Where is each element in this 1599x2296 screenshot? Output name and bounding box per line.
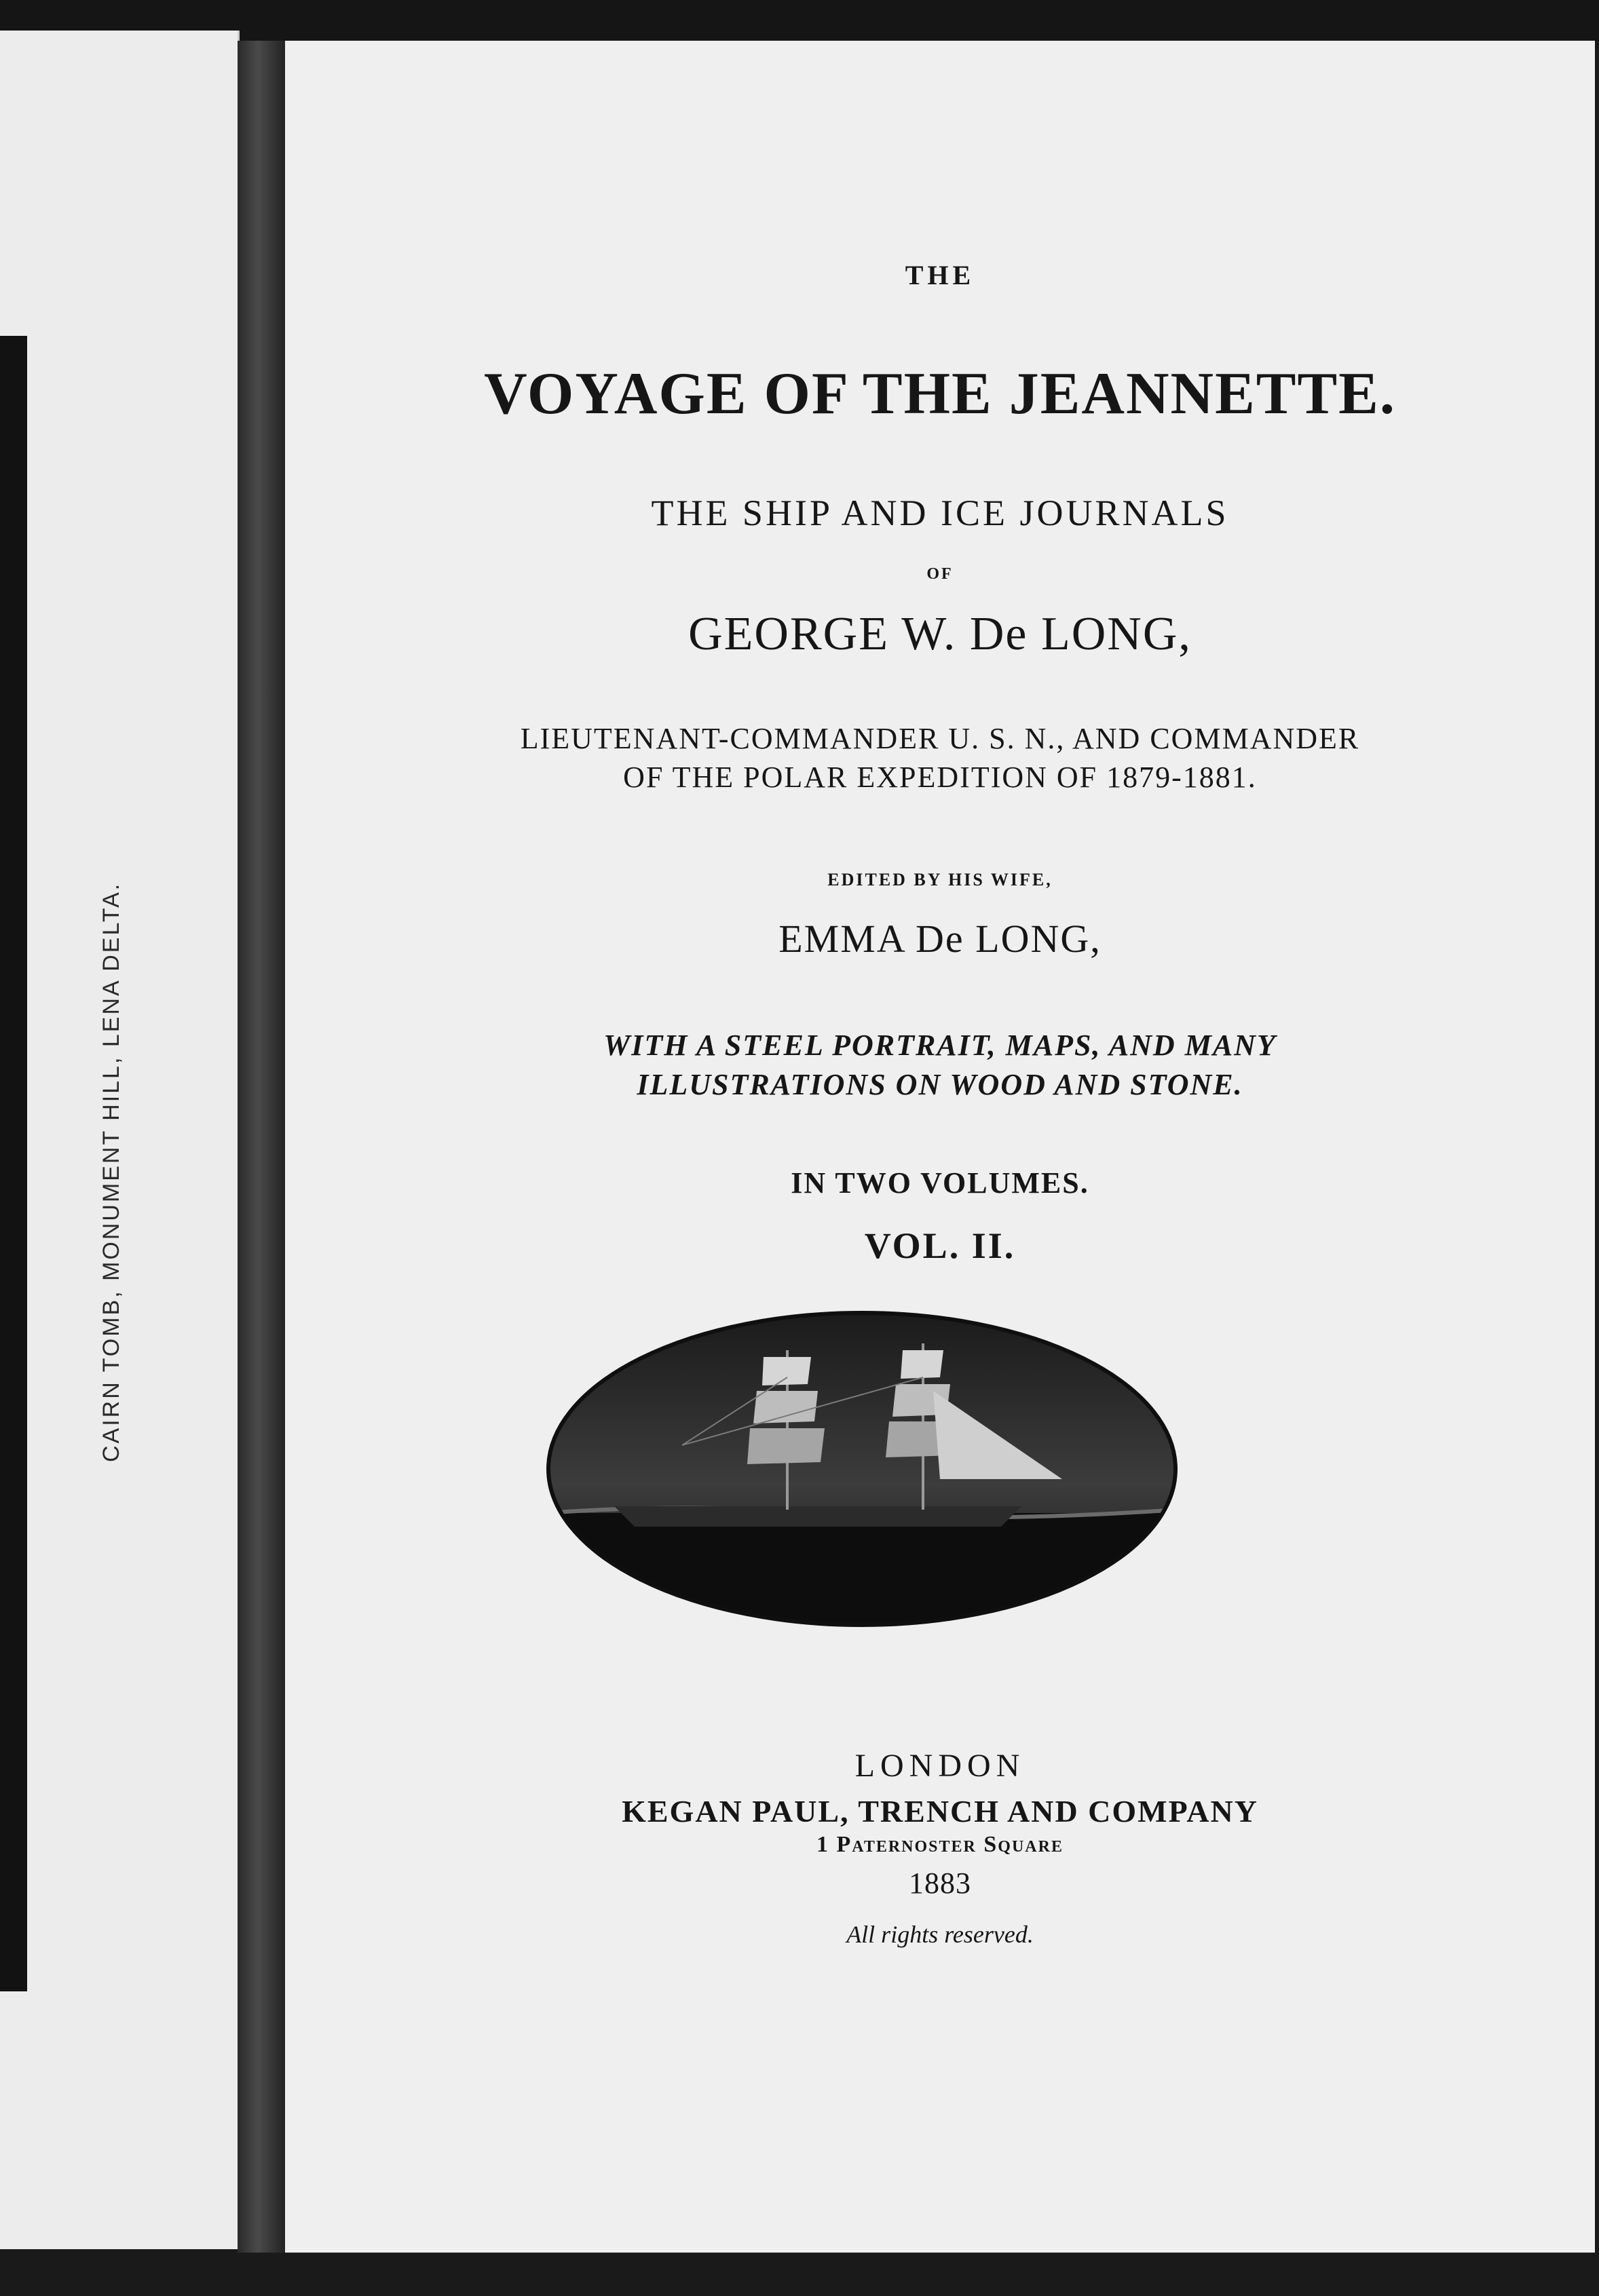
publication-year: 1883: [909, 1867, 971, 1900]
scan-border: [0, 0, 1599, 41]
rights-notice: All rights reserved.: [846, 1921, 1034, 1948]
author-rank-line-1: LIEUTENANT-COMMANDER U. S. N., AND COMMANDER: [520, 722, 1360, 755]
illustrations-line-1: WITH A STEEL PORTRAIT, MAPS, AND MANY: [603, 1029, 1277, 1062]
publisher-city: LONDON: [854, 1748, 1026, 1784]
page-title: VOYAGE OF THE JEANNETTE.: [484, 361, 1396, 427]
title-page: [285, 41, 1595, 2253]
plate-caption: CAIRN TOMB, MONUMENT HILL, LENA DELTA.: [98, 881, 124, 1462]
illustrations-line-2: ILLUSTRATIONS ON WOOD AND STONE.: [637, 1068, 1243, 1101]
title-article: THE: [905, 260, 975, 290]
plate-edge: [0, 336, 27, 1991]
volume-count: IN TWO VOLUMES.: [791, 1166, 1089, 1200]
editor-name: EMMA De LONG,: [778, 917, 1102, 961]
edited-by: EDITED BY HIS WIFE,: [827, 870, 1053, 889]
subtitle: THE SHIP AND ICE JOURNALS: [651, 493, 1229, 533]
subtitle-of: OF: [926, 565, 954, 583]
book-gutter: [238, 41, 288, 2253]
publisher-address: 1 Paternoster Square: [816, 1832, 1064, 1857]
publisher-name: KEGAN PAUL, TRENCH AND COMPANY: [622, 1794, 1258, 1829]
author-rank-line-2: OF THE POLAR EXPEDITION OF 1879-1881.: [623, 761, 1257, 794]
ship-vignette-icon: [546, 1309, 1178, 1628]
volume-number: VOL. II.: [864, 1225, 1016, 1266]
author-name: GEORGE W. De LONG,: [688, 608, 1192, 660]
facing-leaf: [0, 31, 240, 2249]
